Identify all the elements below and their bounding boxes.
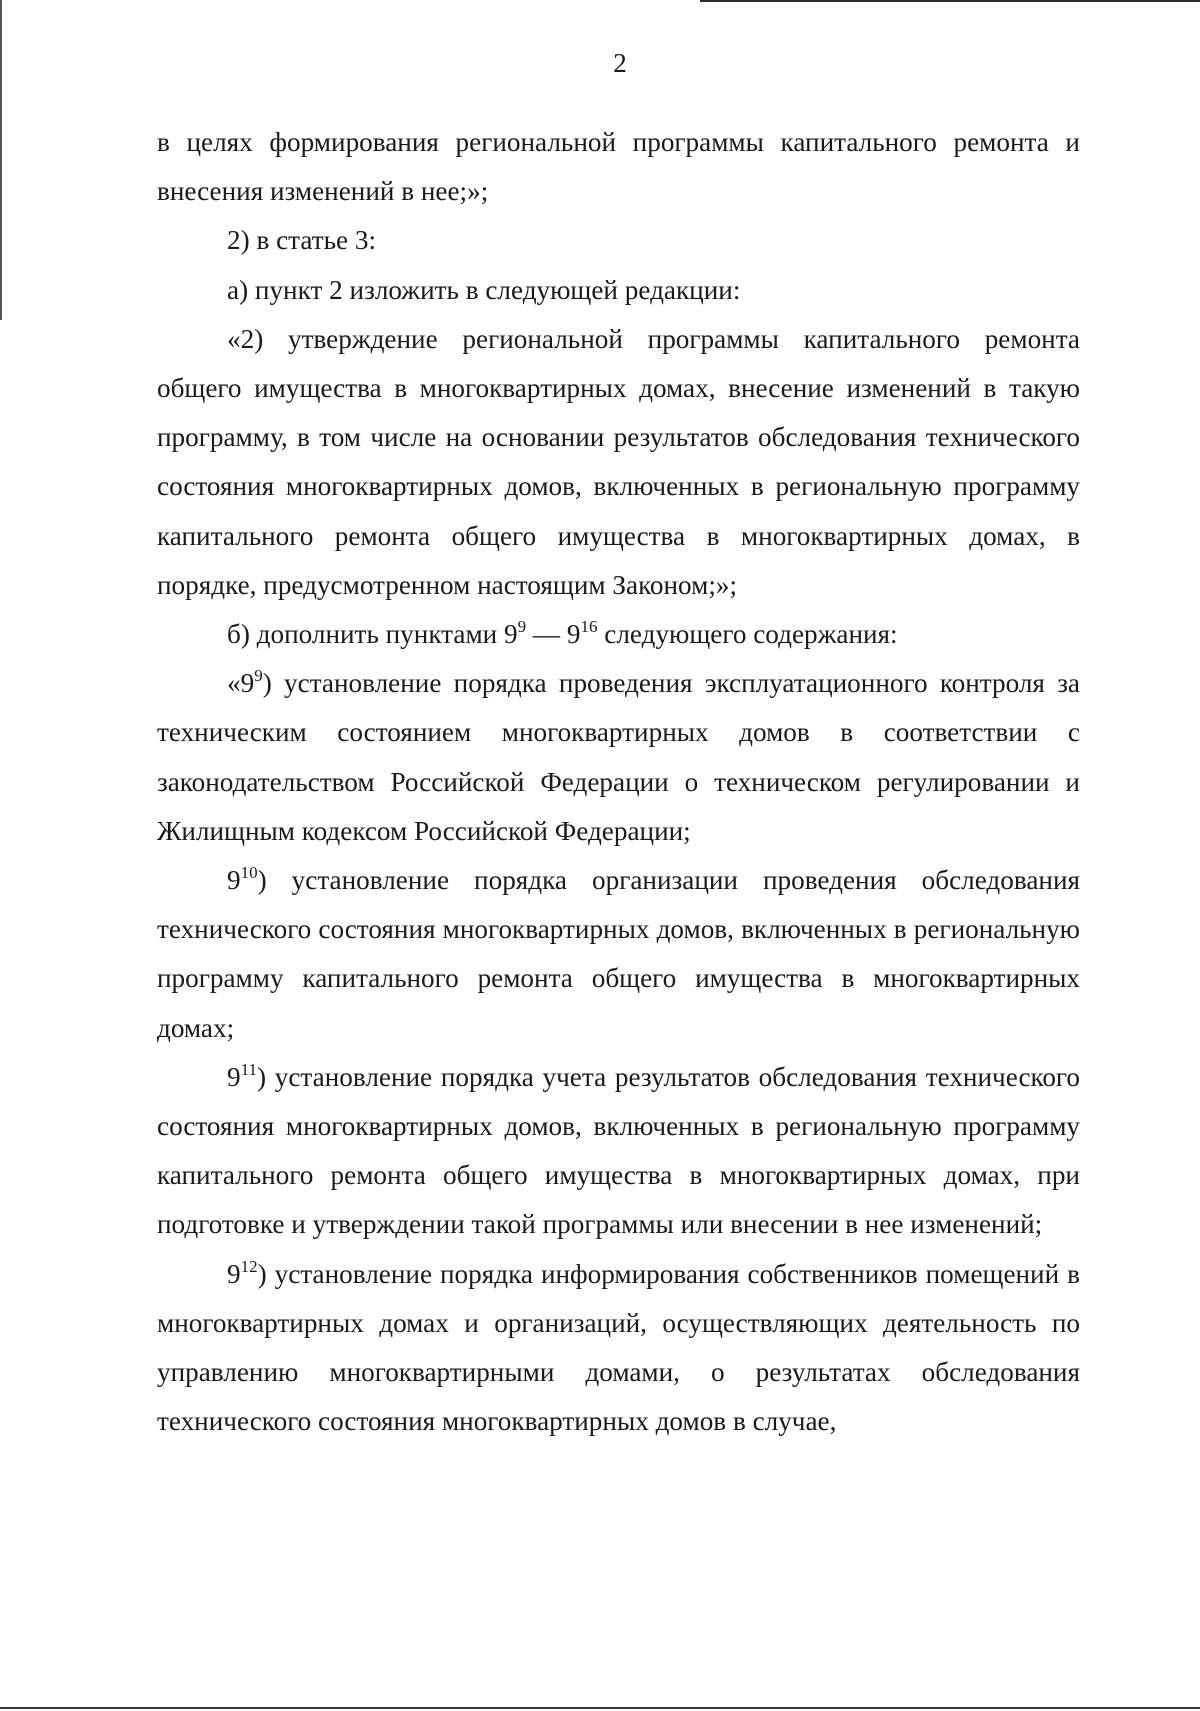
paragraph-item-a: а) пункт 2 изложить в следующей редакции: xyxy=(227,274,741,305)
document-body xyxy=(157,118,1080,1446)
scan-border-bottom xyxy=(0,1707,1200,1709)
paragraph-item-9-12: $9^{12}$) установление порядка информирования собственников помещений в многоквартирных домах и организаций, осуществляющих деятельность по управлению многоквартирными домами, о результатах обследования технического состояния многоквартирных домов в случае, xyxy=(157,1256,1080,1437)
paragraph-item-9-10: $9^{10}$) установление порядка организации проведения обследования технического состояния многоквартирных домов, включенных в региональную программу капитального ремонта общего имущества в многоквартирных домах; xyxy=(157,863,1080,1043)
paragraph-item-9-11: $9^{11}$) установление порядка учета результатов обследования технического состояния многоквартирных домов, включенных в региональную программу капитального ремонта общего имущества в многоквартирных домах, при подготовке и утверждении такой программы или внесении в нее изменений; xyxy=(157,1059,1080,1240)
paragraph-item-2-text: «2) утверждение региональной программы капитального ремонта общего имущества в многоквартирных домах, внесение изменений в такую программу, в том числе на основании результатов обследования технического состояния многоквартирных домов, включенных в региональную программу капитального ремонта общего имущества в многоквартирных домах, в порядке, предусмотренном настоящим Законом;»; xyxy=(157,323,1080,600)
paragraph-item-b: б) дополнить пунктами $9^9$ — $9^{16}$ следующего содержания: xyxy=(227,617,898,650)
paragraph-item-9-9: «$9^9$) установление порядка проведения эксплуатационного контроля за техническим состоянием многоквартирных домов в соответствии с законодательством Российской Федерации о техническом регулировании и Жилищным кодексом Российской Федерации; xyxy=(157,666,1080,846)
paragraph-article-3: 2) в статье 3: xyxy=(227,225,377,256)
page-number: 2 xyxy=(613,48,627,78)
paragraph-continuation: в целях формирования региональной программы капитального ремонта и внесения изменений в нее;»; xyxy=(157,127,1080,207)
scan-border-top xyxy=(700,0,1200,2)
